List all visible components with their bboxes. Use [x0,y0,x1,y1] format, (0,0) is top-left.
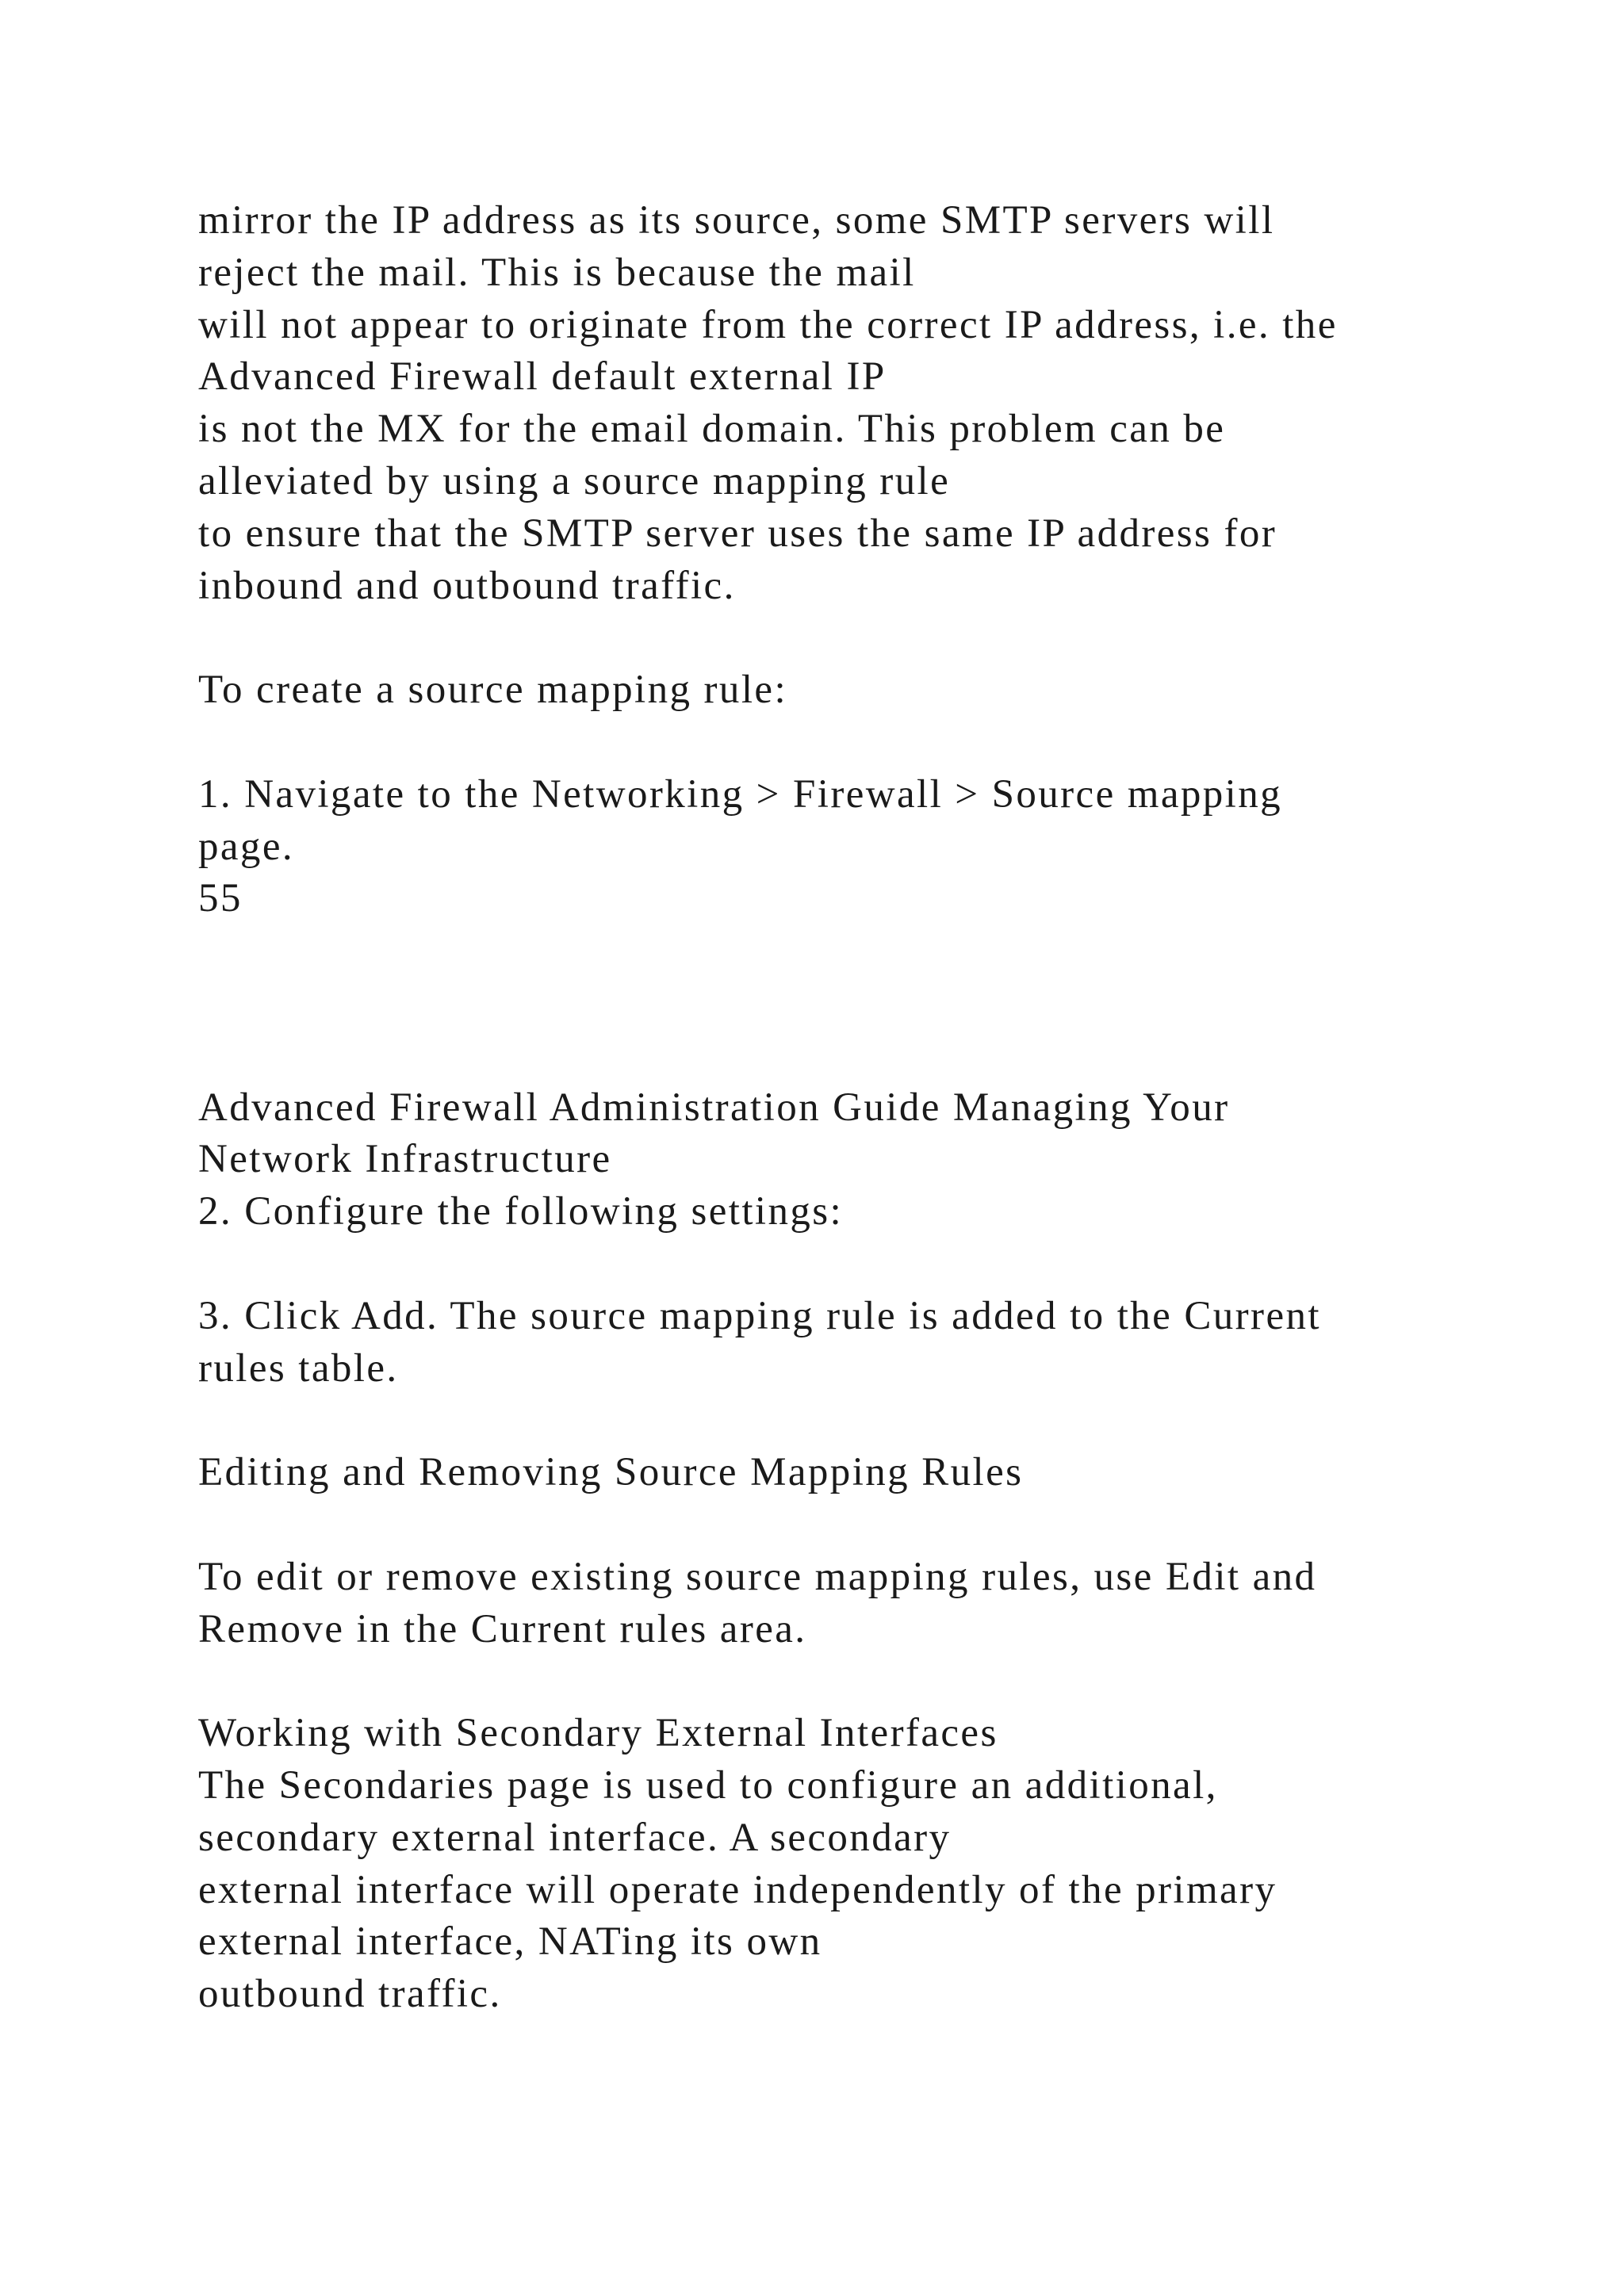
text-line: will not appear to originate from the correct IP address, i.e. the [198,302,1338,347]
blank-line [198,1030,1546,1082]
text-line: to ensure that the SMTP server uses the same IP address for [198,511,1277,556]
text-line: mirror the IP address as its source, some SMTP servers will [198,198,1275,243]
blank-line [198,1499,1546,1552]
text-line: is not the MX for the email domain. This problem can be [198,407,1226,452]
step-1: 1. Navigate to the Networking > Firewall > Source mapping [198,771,1283,817]
running-header: Advanced Firewall Administration Guide Managing Your [198,1085,1230,1130]
page-number: 55 [198,876,243,921]
step-3: 3. Click Add. The source mapping rule is added to the Current [198,1293,1321,1338]
text-line: rules table. [198,1345,399,1391]
blank-line [198,1238,1546,1291]
text-line: Remove in the Current rules area. [198,1606,807,1651]
running-header: Network Infrastructure [198,1137,612,1182]
blank-line [198,1655,1546,1708]
text-line: page. [198,824,295,869]
procedure-intro: To create a source mapping rule: [198,668,788,713]
text-line: Advanced Firewall default external IP [198,354,887,400]
blank-line [198,1395,1546,1447]
section-heading: Working with Secondary External Interfaces [198,1711,998,1756]
text-line: To edit or remove existing source mapping rules, use Edit and [198,1554,1317,1599]
text-line: secondary external interface. A secondary [198,1815,952,1860]
text-line: alleviated by using a source mapping rule [198,458,951,503]
blank-line [198,925,1546,978]
blank-line [198,612,1546,664]
text-line: external interface, NATing its own [198,1919,822,1965]
text-line: The Secondaries page is used to configure an additional, [198,1762,1218,1808]
text-line: outbound traffic. [198,1972,502,2017]
section-heading: Editing and Removing Source Mapping Rules [198,1450,1024,1495]
blank-line [198,717,1546,769]
text-line: external interface will operate independently of the primary [198,1867,1277,1912]
text-line: reject the mail. This is because the mail [198,250,916,295]
text-line: inbound and outbound traffic. [198,563,736,608]
blank-line [198,978,1546,1030]
document-text [198,195,1546,2021]
step-2: 2. Configure the following settings: [198,1189,844,1234]
